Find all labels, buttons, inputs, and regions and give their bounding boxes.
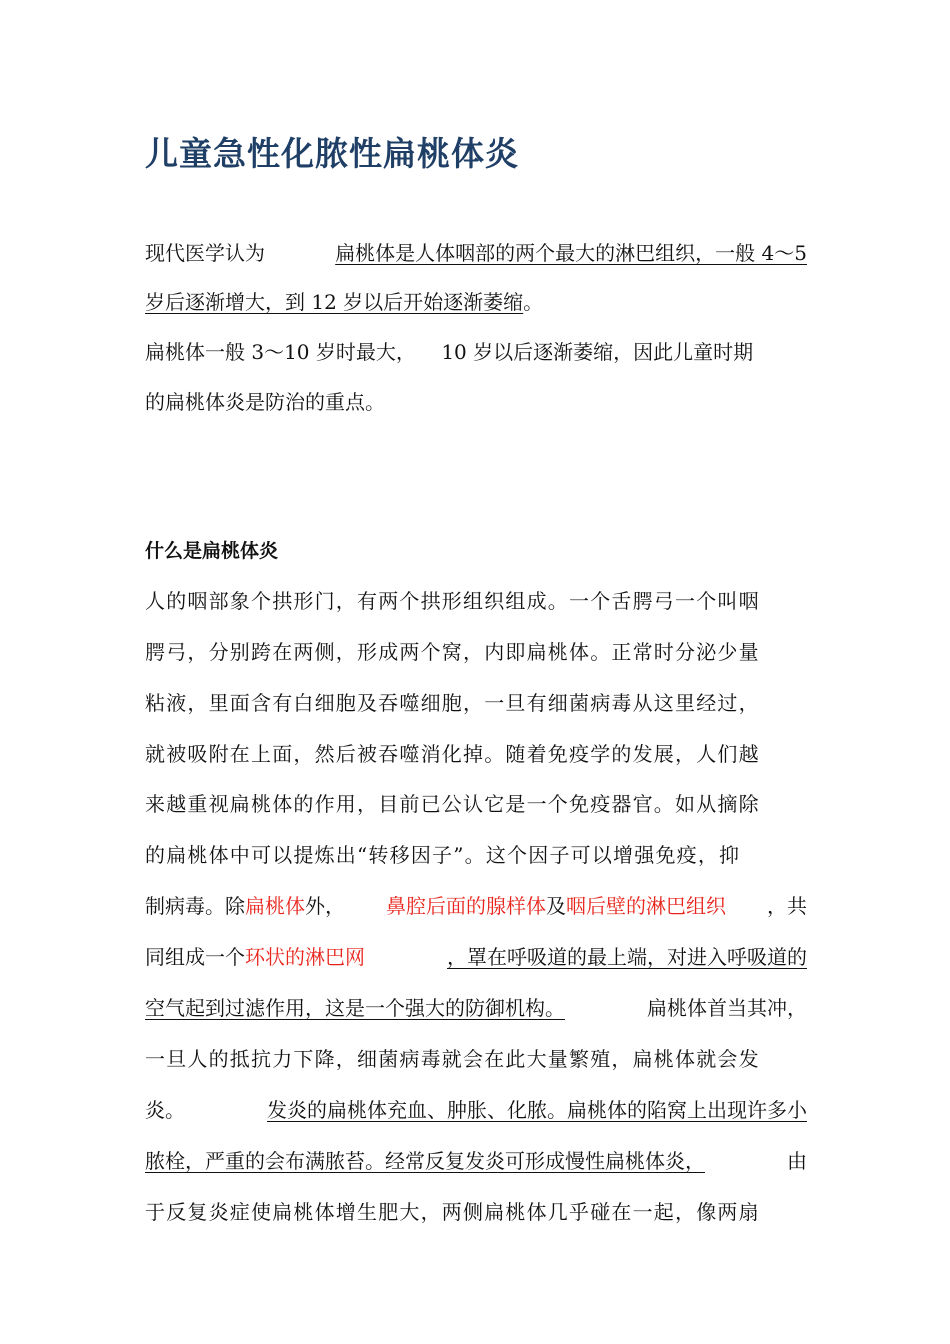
paragraph-line	[145, 1146, 807, 1176]
highlight-text: 环状的淋巴网	[245, 945, 365, 969]
text-run: 。	[523, 290, 544, 314]
underlined-text: 空气起到过滤作用，这是一个强大的防御机构。	[145, 996, 565, 1020]
paragraph-line: 来越重视扁桃体的作用，目前已公认它是一个免疫器官。如从摘除	[145, 792, 760, 816]
section-heading: 什么是扁桃体炎	[145, 540, 279, 562]
paragraph-line	[145, 238, 807, 268]
text-run: 由	[787, 1149, 807, 1173]
text-run: 制病毒。除	[145, 894, 245, 918]
text-run: 扁桃体首当其冲，	[647, 996, 807, 1020]
highlight-text: 咽后壁的淋巴组织	[566, 894, 726, 918]
paragraph-line	[145, 891, 807, 921]
text-run: 现代医学认为	[145, 241, 265, 265]
paragraph-line: 于反复炎症使扁桃体增生肥大，两侧扁桃体几乎碰在一起，像两扇	[145, 1200, 760, 1224]
paragraph-line: 的扁桃体中可以提炼出“转移因子”。这个因子可以增强免疫，抑	[145, 843, 741, 867]
page-title: 儿童急性化脓性扁桃体炎	[145, 134, 519, 173]
paragraph-line	[145, 942, 807, 972]
highlight-text: 鼻腔后面的腺样体	[386, 894, 546, 918]
paragraph-line: 的扁桃体炎是防治的重点。	[145, 390, 385, 414]
paragraph-line	[145, 287, 807, 317]
underlined-text: 扁桃体是人体咽部的两个最大的淋巴组织，一般 4～5	[335, 241, 807, 265]
text-run: 同组成一个	[145, 945, 245, 969]
paragraph-line	[145, 1095, 807, 1125]
underlined-text: 岁后逐渐增大，到 12 岁以后开始逐渐萎缩	[145, 290, 524, 314]
text-run: 及	[546, 894, 566, 918]
underlined-text: ，罩在呼吸道的最上端，对进入呼吸道的	[447, 945, 807, 969]
highlight-text: 扁桃体	[245, 894, 305, 918]
paragraph-line: 腭弓，分别跨在两侧，形成两个窝，内即扁桃体。正常时分泌少量	[145, 640, 760, 664]
text-run: ，共	[767, 894, 807, 918]
paragraph-line: 人的咽部象个拱形门，有两个拱形组织组成。一个舌腭弓一个叫咽	[145, 589, 760, 613]
paragraph-line: 就被吸附在上面，然后被吞噬消化掉。随着免疫学的发展，人们越	[145, 742, 760, 766]
paragraph-line: 粘液，里面含有白细胞及吞噬细胞，一旦有细菌病毒从这里经过，	[145, 691, 760, 715]
underlined-text: 发炎的扁桃体充血、肿胀、化脓。扁桃体的陷窝上出现许多小	[267, 1098, 807, 1122]
paragraph-line: 一旦人的抵抗力下降，细菌病毒就会在此大量繁殖，扁桃体就会发	[145, 1047, 760, 1071]
text-run: 炎。	[145, 1098, 185, 1122]
underlined-text: 脓栓，严重的会布满脓苔。经常反复发炎可形成慢性扁桃体炎，	[145, 1149, 705, 1173]
paragraph-line	[145, 993, 807, 1023]
paragraph-line: 扁桃体一般 3～10 岁时最大， 10 岁以后逐渐萎缩，因此儿童时期	[145, 340, 754, 364]
text-run: 外，	[305, 894, 345, 918]
